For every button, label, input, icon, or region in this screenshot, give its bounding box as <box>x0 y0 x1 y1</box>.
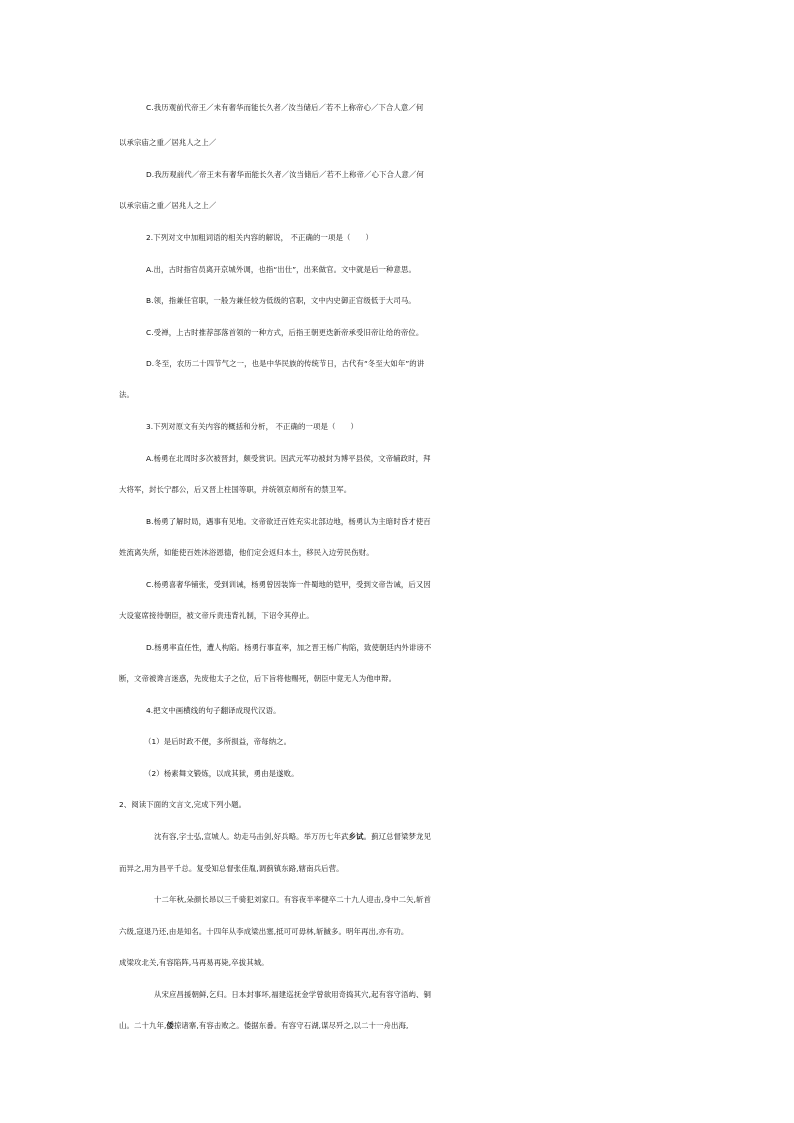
passage-p2-line1: 十二年秋,朵颜长昂以三千骑犯刘家口。有容夜半率健卒二十九人迎击,身中二矢,斩首 <box>154 895 432 904</box>
q3-option-b-line2: 姓流离失所，如能使百姓沐浴恩德，他们定会返归本土，移民入边劳民伤财。 <box>119 548 374 557</box>
passage-p1-line1-b: 。蓟辽总督梁梦龙见 <box>363 832 432 841</box>
q3-option-d-line1: D.杨勇率直任性，遭人构陷。杨勇行事直率，加之晋王杨广构陷，致使朝廷内外诽谤不 <box>146 643 432 652</box>
q1-option-d-line2: 以承宗庙之重／居兆人之上／ <box>119 201 217 210</box>
passage-p3-line2-a: 山。二十九年, <box>119 1021 167 1030</box>
passage-p2-line3: 成梁攻北关,有容陷阵,马再易再毙,卒拔其城。 <box>119 958 269 967</box>
q3-option-c-line2: 大设宴席接待朝臣，被文帝斥责违背礼制，下诏令其停止。 <box>119 611 314 620</box>
q4-sentence-2: （2）杨素舞文锻炼，以成其狱，勇由是遂败。 <box>144 769 299 778</box>
q2-option-a: A.出，古时指官员离开京城外调，也指“出仕”，出来做官。文中就是后一种意思。 <box>146 265 417 274</box>
passage-p3-line1: 从宋应昌援朝鲜,乞归。日本封事坏,福建巡抚金学曾欲用奇捣其穴,起有容守浯屿、铜 <box>154 990 432 999</box>
q2-option-d-line2: 法。 <box>119 390 134 399</box>
q3-option-a-line2: 大将军，封长宁郡公，后又晋上柱国等职，并统领京师所有的禁卫军。 <box>119 485 352 494</box>
question-2-stem: 2.下列对文中加粗词语的相关内容的解说， 不正确的一项是（ ） <box>146 233 373 242</box>
q4-sentence-1: （1）是后时政不便，多所损益，帝每纳之。 <box>144 737 292 746</box>
q1-option-c-line1: C.我历观前代帝王／未有奢华而能长久者／汝当储后／若不上称帝心／下合人意／何 <box>146 103 424 112</box>
q3-option-c-line1: C.杨勇喜奢华铺张，受到训诫，杨勇曾因装饰一件蜀地的铠甲，受到文帝告诫，后又因 <box>146 580 431 589</box>
q2-option-c: C.受禅，上古时推荐部落首领的一种方式，后指王朝更迭新帝承受旧帝让给的帝位。 <box>146 328 424 337</box>
bold-term-xiangshi: 乡试 <box>348 832 364 841</box>
section-2-heading: 2、阅读下面的文言文,完成下列小题。 <box>119 800 247 809</box>
q3-option-a-line1: A.杨勇在北周时多次被晋封，颇受赏识。因武元军功被封为博平县侯，文帝辅政时，拜 <box>146 454 431 463</box>
q2-option-d-line1: D.冬至，农历二十四节气之一，也是中华民族的传统节日，古代有“冬至大如年”的讲 <box>146 359 425 368</box>
passage-p2-line2: 六级,寇退乃还,由是知名。十四年从李成梁出塞,抵可可毋林,斩馘多。明年再出,亦有功。 <box>119 927 409 936</box>
question-3-stem: 3.下列对原文有关内容的概括和分析， 不正确的一项是（ ） <box>146 422 358 431</box>
q2-option-b: B.领，指兼任官职，一般为兼任较为低级的官职，文中内史御正官级低于大司马。 <box>146 296 416 305</box>
q3-option-d-line2: 断，文帝被谗言迷惑，先废他太子之位，后下旨将他赐死，朝臣中竟无人为他申辩。 <box>119 674 397 683</box>
passage-p3-line2 <box>0 1016 794 1036</box>
passage-p1-line1-a: 沈有容,字士弘,宣城人。幼走马击剑,好兵略。举万历七年武 <box>154 832 349 841</box>
q1-option-d-line1: D.我历观前代／帝王未有奢华而能长久者／汝当储后／若不上称帝／心下合人意／何 <box>146 170 424 179</box>
q1-option-c-line2: 以承宗庙之重／居兆人之上／ <box>119 138 217 147</box>
passage-p1-line1 <box>0 827 794 847</box>
q3-option-b-line1: B.杨勇了解时局，遇事有见地。文帝欲迁百姓充实北部边地，杨勇认为主暗时昏才使百 <box>146 517 431 526</box>
bold-term-wo: 倭 <box>166 1021 174 1030</box>
passage-p1-line2: 而异之,用为昌平千总。复受知总督张佳胤,调蓟镇东路,辖南兵后营。 <box>119 864 344 873</box>
passage-p3-line2-b: 掠诸寨,有容击败之。倭据东番。有容守石湖,谋尽歼之,以二十一舟出海, <box>173 1021 409 1030</box>
question-4-stem: 4.把文中画横线的句子翻译成现代汉语。 <box>146 706 281 715</box>
